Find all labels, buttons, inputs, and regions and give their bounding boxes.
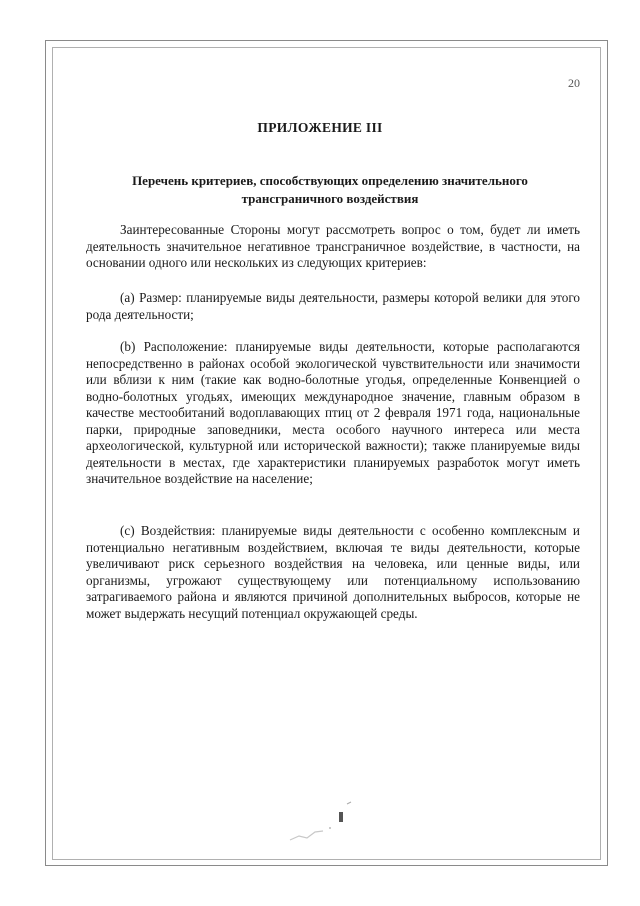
intro-paragraph: Заинтересованные Стороны могут рассмотреть вопрос о том, будет ли иметь деятельность значительное негативное трансграничное воздействие, в частности, на основании одного или нескольких из следующих критериев:	[86, 222, 580, 270]
criterion-a-size: (a) Размер: планируемые виды деятельности, размеры которой велики для этого рода деятельности;	[86, 290, 580, 322]
appendix-title: ПРИЛОЖЕНИЕ III	[257, 120, 383, 135]
criteria-list-title: Перечень критериев, способствующих определению значительного трансграничного воздействия	[132, 173, 528, 206]
scan-smudge-mark	[285, 798, 355, 848]
criterion-c-effects: (c) Воздействия: планируемые виды деятельности с особенно комплексным и потенциально негативным воздействием, включая те виды деятельности, которые увеличивают риск серьезного воздействия на человека, или ценные виды, или организмы, угрожают существующему или потенциальному использованию затрагиваемого района и являются причиной дополнительных выбросов, которые не может выдержать несущий потенциал окружающей среды.	[86, 523, 580, 621]
page-number: 20	[568, 76, 580, 90]
criterion-b-location: (b) Расположение: планируемые виды деятельности, которые располагаются непосредственно в районах особой экологической чувствительности или значимости или вблизи к ним (такие как водно-болотные угодья, определенные Конвенцией о водно-болотных угодьях, имеющих международное значение, главным образом в качестве местообитаний водоплавающих птиц от 2 февраля 1971 года, национальные парки, природные заповедники, места особого научного интереса или места археологической, культурной или исторической важности); также планируемые виды деятельности в местах, где характеристики планируемых разработок могут иметь значительное воздействие на население;	[86, 339, 580, 486]
